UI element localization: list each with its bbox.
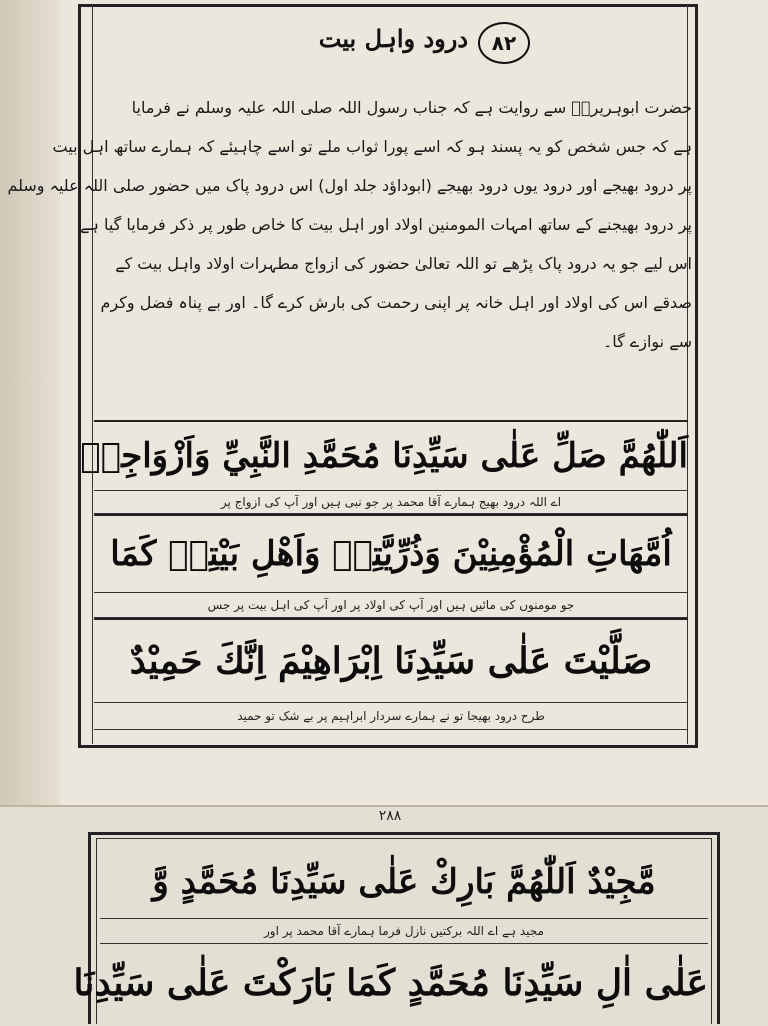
durood-translation-line: اے اللہ درود بھیج ہمارے آقا محمد پر جو نبی ہیں اور آپ کی ازواج پر (94, 490, 688, 514)
durood-block-3 (94, 618, 688, 730)
hadith-paragraph (7, 88, 692, 361)
page-gutter-shadow (0, 0, 60, 805)
paragraph-line: سے نوازے گا۔ (602, 332, 692, 351)
durood-arabic-line: اَللّٰهُمَّ صَلِّ عَلٰى سَيِّدِنَا مُحَمَّدِ النَّبِيِّ وَاَزْوَاجِهٖ (80, 436, 688, 476)
durood-block-1 (80, 420, 688, 514)
paragraph-line: پر درود بھیجنے کے ساتھ امہات المومنین اولاد اور اہل بیت کا خاص طور پر ذکر فرمایا گیا ہے (80, 215, 692, 234)
section-title: درود واہل بیت (318, 24, 468, 53)
durood-arabic-line: اُمَّهَاتِ الْمُؤْمِنِيْنَ وَذُرِّيَّتِهٖ وَاَهْلِ بَيْتِهٖ كَمَا (110, 534, 672, 574)
paragraph-line: صدقے اس کی اولاد اور اہل خانہ پر اپنی رحمت کی بارش کرے گا۔ اور بے پناہ فضل وکرم (100, 293, 692, 312)
section-heading (290, 22, 530, 72)
page-number: ۲۸۸ (378, 808, 402, 824)
durood-arabic-line: عَلٰى اٰلِ سَيِّدِنَا مُحَمَّدٍ كَمَا بَارَكْتَ عَلٰى سَيِّدِنَا (73, 962, 708, 1004)
paragraph-line: پر درود بھیجے اور درود یوں درود بھیجے (ابوداؤد جلد اول) اس درود پاک میں حضور صلی اللہ علیہ وسلم (7, 176, 692, 195)
durood-block-2 (94, 514, 688, 618)
paragraph-line: اس لیے جو یہ درود پاک پڑھے تو اللہ تعالیٰ حضور کی ازواج مطہرات اولاد واہل بیت کے (115, 254, 692, 273)
durood-block-4 (100, 846, 708, 944)
durood-arabic-line: مَّجِيْدٌ اَللّٰهُمَّ بَارِكْ عَلٰى سَيِّدِنَا مُحَمَّدٍ وَّ (152, 862, 656, 902)
durood-translation-line: جو مومنوں کی مائیں ہیں اور آپ کی اولاد پر اور آپ کی اہل بیت پر جس (94, 592, 688, 618)
durood-arabic-line: صَلَّيْتَ عَلٰى سَيِّدِنَا اِبْرَاهِيْمَ اِنَّكَ حَمِيْدٌ (129, 640, 653, 682)
hadith-number-badge: ۸۲ (478, 22, 530, 64)
durood-translation-line: طرح درود بھیجا تو نے ہمارے سردار ابراہیم پر بے شک تو حمید (94, 702, 688, 730)
durood-block-5 (73, 946, 708, 1020)
paragraph-line: ہے کہ جس شخص کو یہ پسند ہو کہ اسے پورا ثواب ملے تو اسے چاہیئے کہ ہمارے ساتھ اہل بیت (52, 137, 692, 156)
durood-translation-line: مجید ہے اے اللہ برکتیں نازل فرما ہمارے آقا محمد پر اور (100, 918, 708, 944)
paragraph-line: حضرت ابوہریرہؓ سے روایت ہے کہ جناب رسول اللہ صلی اللہ علیہ وسلم نے فرمایا (131, 98, 692, 117)
